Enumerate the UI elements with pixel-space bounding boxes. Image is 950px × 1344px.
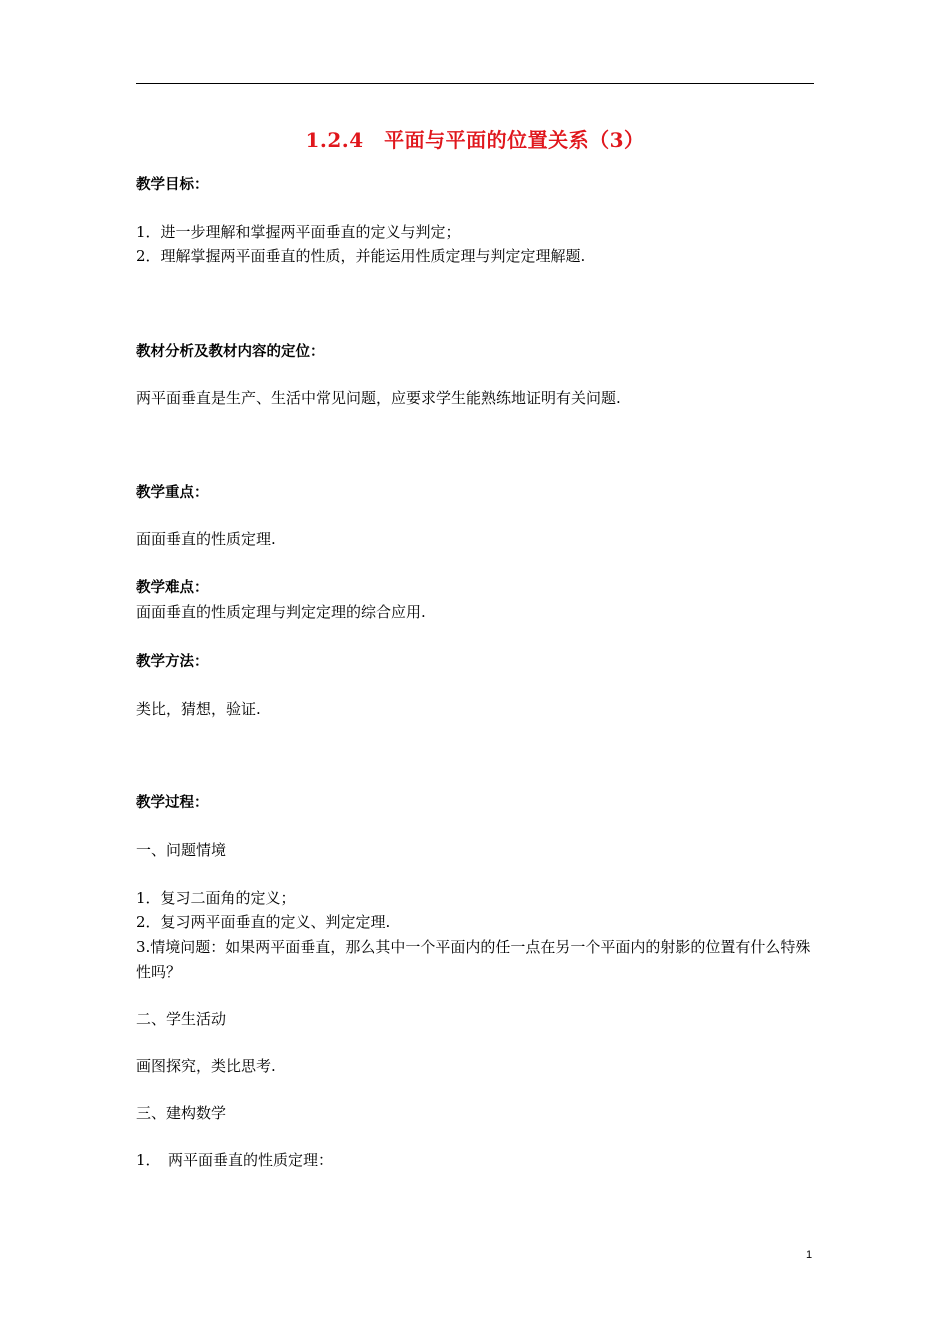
method-heading: 教学方法： — [136, 654, 209, 670]
section-3-item-1: 1． 两平面垂直的性质定理： — [136, 1151, 334, 1169]
process-heading: 教学过程： — [136, 795, 209, 811]
analysis-heading: 教材分析及教材内容的定位： — [136, 344, 325, 360]
difficulty-heading: 教学难点： — [136, 580, 209, 596]
page-number: 1 — [806, 1249, 813, 1261]
section-2-text: 画图探究，类比思考. — [136, 1057, 276, 1075]
method-text: 类比，猜想，验证. — [136, 700, 261, 718]
key-point-text: 面面垂直的性质定理. — [136, 530, 276, 548]
section-1-item-1: 1．复习二面角的定义； — [136, 889, 296, 907]
difficulty-text: 面面垂直的性质定理与判定定理的综合应用. — [136, 603, 426, 621]
header-rule — [136, 83, 814, 84]
document-title: 1.2.4 平面与平面的位置关系（3） — [305, 128, 645, 152]
section-2-title: 二、学生活动 — [136, 1010, 227, 1028]
analysis-text: 两平面垂直是生产、生活中常见问题，应要求学生能熟练地证明有关问题. — [136, 389, 621, 407]
section-1-item-2: 2．复习两平面垂直的定义、判定定理. — [136, 913, 391, 931]
objective-item-2: 2．理解掌握两平面垂直的性质，并能运用性质定理与判定定理解题. — [136, 247, 586, 265]
objectives-heading: 教学目标： — [136, 177, 209, 193]
key-point-heading: 教学重点： — [136, 485, 209, 501]
section-3-title: 三、建构数学 — [136, 1104, 227, 1122]
objective-item-1: 1．进一步理解和掌握两平面垂直的定义与判定； — [136, 223, 461, 241]
section-1-title: 一、问题情境 — [136, 841, 227, 859]
section-1-item-3: 3.情境问题：如果两平面垂直，那么其中一个平面内的任一点在另一个平面内的射影的位置有什么特殊性吗？ — [136, 938, 811, 981]
